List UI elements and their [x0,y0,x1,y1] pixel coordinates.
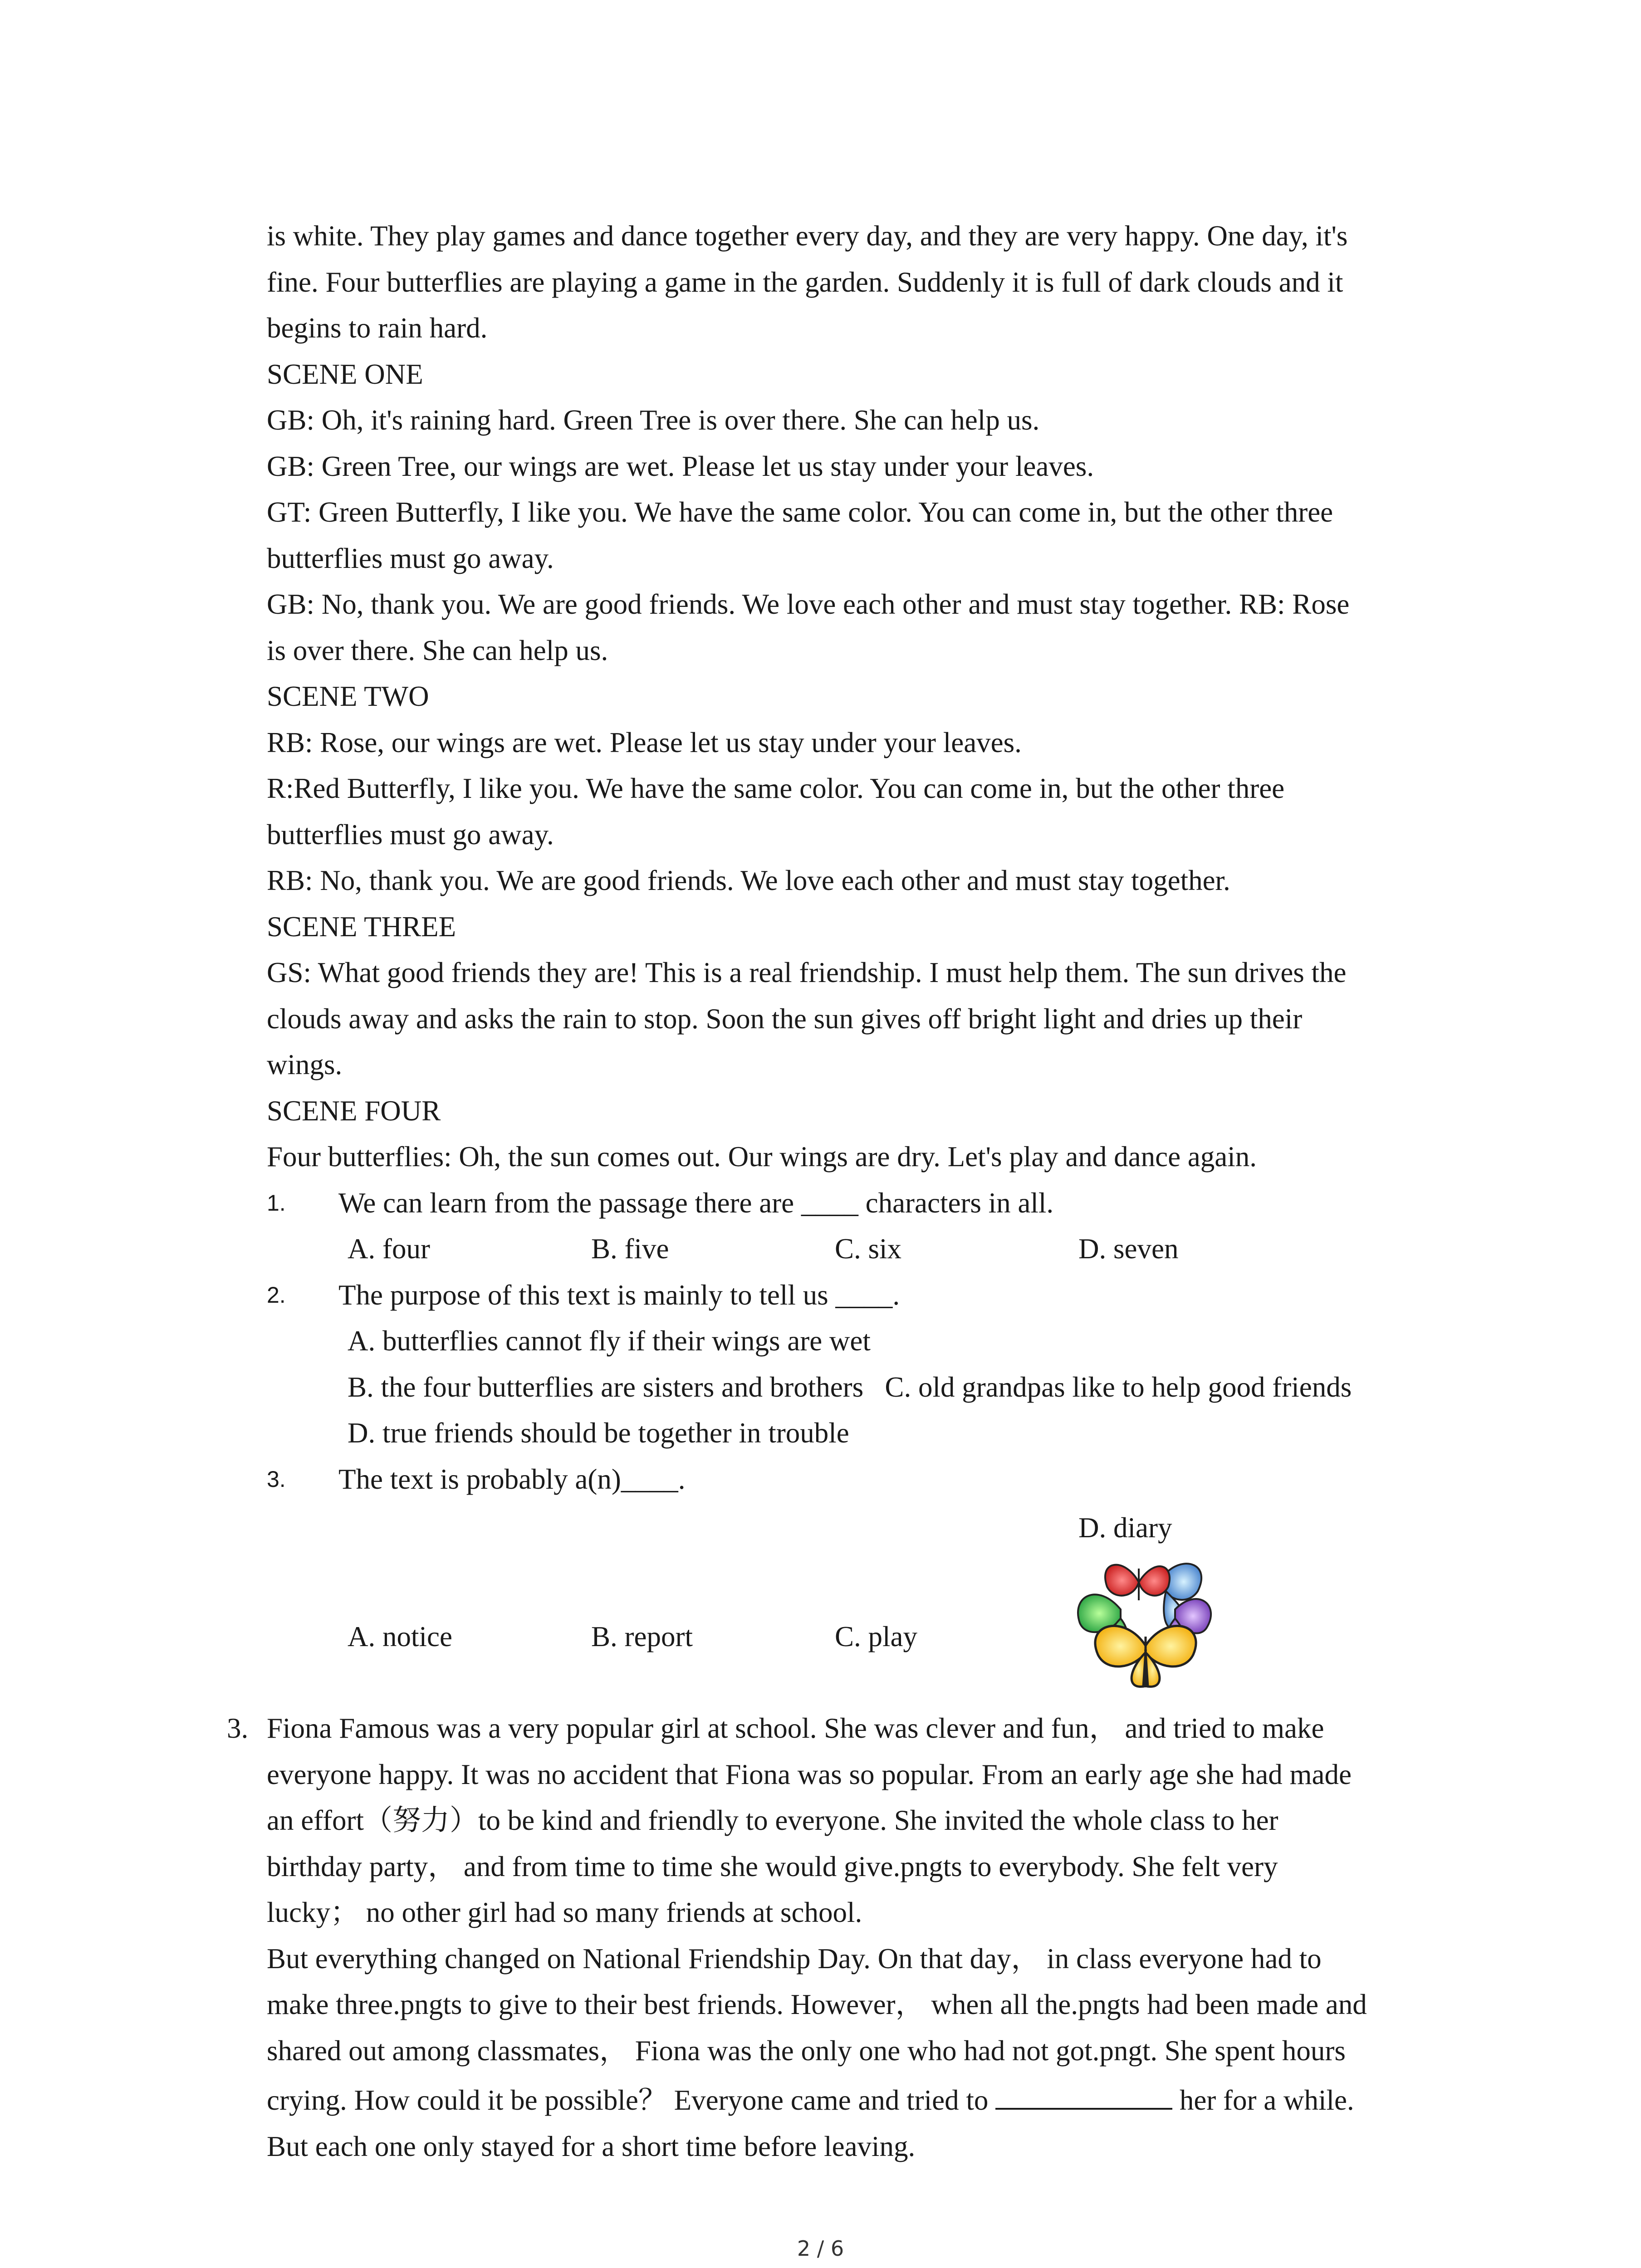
question-1 [267,1180,1460,1227]
passage-line: GS: What good friends they are! This is a real friendship. I must help them. The sun drives the [267,957,1347,988]
question-2 [267,1272,1460,1319]
passage-line: But each one only stayed for a short time before leaving. [267,2130,916,2162]
passage-line: is over there. She can help us. [267,634,608,666]
passage-line: birthday party， and from time to time she would give.pngts to everybody. She felt very [267,1850,1278,1882]
answer-blank[interactable] [995,2082,1172,2110]
passage-line: wings. [267,1049,343,1080]
passage-line: make three.pngts to give to their best friends. However， when all the.pngts had been made and [267,1989,1367,2020]
scene-heading: SCENE FOUR [267,1095,441,1127]
passage-line: shared out among classmates， Fiona was the only one who had not got.pngt. She spent hours [267,2034,1346,2067]
passage-line: GB: Green Tree, our wings are wet. Please let us stay under your leaves. [267,450,1094,482]
passage-section [267,213,1460,1693]
passage-line: R:Red Butterfly, I like you. We have the same color. You can come in, but the other three [267,772,1285,804]
option-line: D. true friends should be together in trouble [348,1417,849,1449]
question-number: 3. [267,1466,286,1492]
option-line: B. the four butterflies are sisters and brothers C. old grandpas like to help good friends [348,1371,1352,1403]
passage-line: begins to rain hard. [267,312,488,344]
passage-line: RB: Rose, our wings are wet. Please let us stay under your leaves. [267,726,1022,758]
option-d: D. seven [1078,1233,1179,1265]
passage-line: is white. They play games and dance together every day, and they are very happy. One day, it's [267,220,1348,252]
page-indicator: 2 / 6 [797,2236,844,2261]
question-3 [267,1457,1460,1503]
option-line: A. butterflies cannot fly if their wings are wet [348,1325,871,1357]
passage-line: GB: No, thank you. We are good friends. We love each other and must stay together. RB: Rose [267,588,1350,620]
passage-line: GB: Oh, it's raining hard. Green Tree is over there. She can help us. [267,404,1040,436]
question-number: 1. [267,1190,286,1216]
option-c: C. six [835,1233,902,1265]
option-b: B. five [591,1233,669,1265]
passage-line: clouds away and asks the rain to stop. Soon the sun gives off bright light and dries up their [267,1002,1303,1035]
option-a: A. notice [348,1621,452,1652]
question-stem: The purpose of this text is mainly to tell us ____. [338,1279,900,1311]
passage-line: Four butterflies: Oh, the sun comes out. Our wings are dry. Let's play and dance again. [267,1141,1257,1173]
text-before-blank: crying. How could it be possible？ Everyone came and tried to [267,2084,996,2116]
question-stem: We can learn from the passage there are ____ characters in all. [338,1187,1054,1219]
passage-line-with-blank [267,2077,1474,2124]
scene-heading: SCENE ONE [267,358,423,390]
passage-line: RB: No, thank you. We are good friends. We love each other and must stay together. [267,865,1230,896]
passage-line: an effort（努力）to be kind and friendly to everyone. She invited the whole class to her [267,1804,1279,1836]
passage-line: butterflies must go away. [267,542,554,574]
passage-line: butterflies must go away. [267,818,554,850]
question-3-options [267,1502,1460,1693]
reading-passage-3 [227,1706,1474,2170]
text-after-blank: her for a while. [1172,2084,1354,2116]
passage-line: GT: Green Butterfly, I like you. We have the same color. You can come in, but the other three [267,496,1333,528]
section-number: 3. [227,1712,249,1744]
butterflies-image [1071,1555,1216,1691]
scene-heading: SCENE THREE [267,910,456,943]
scene-heading: SCENE TWO [267,680,429,712]
option-a: A. four [348,1233,430,1265]
passage-line: lucky； no other girl had so many friends at school. [267,1897,862,1928]
passage-line: fine. Four butterflies are playing a game in the garden. Suddenly it is full of dark clouds and it [267,266,1343,298]
option-c: C. play [835,1621,917,1652]
passage-line: Fiona Famous was a very popular girl at school. She was clever and fun， and tried to make [267,1712,1324,1744]
option-b: B. report [591,1621,693,1652]
option-d: D. diary [1078,1512,1172,1544]
question-1-options [267,1226,1460,1272]
passage-line: But everything changed on National Friendship Day. On that day， in class everyone had to [267,1942,1322,1975]
question-stem: The text is probably a(n)____. [338,1463,686,1495]
question-number: 2. [267,1282,286,1308]
passage-line: everyone happy. It was no accident that Fiona was so popular. From an early age she had made [267,1758,1352,1790]
